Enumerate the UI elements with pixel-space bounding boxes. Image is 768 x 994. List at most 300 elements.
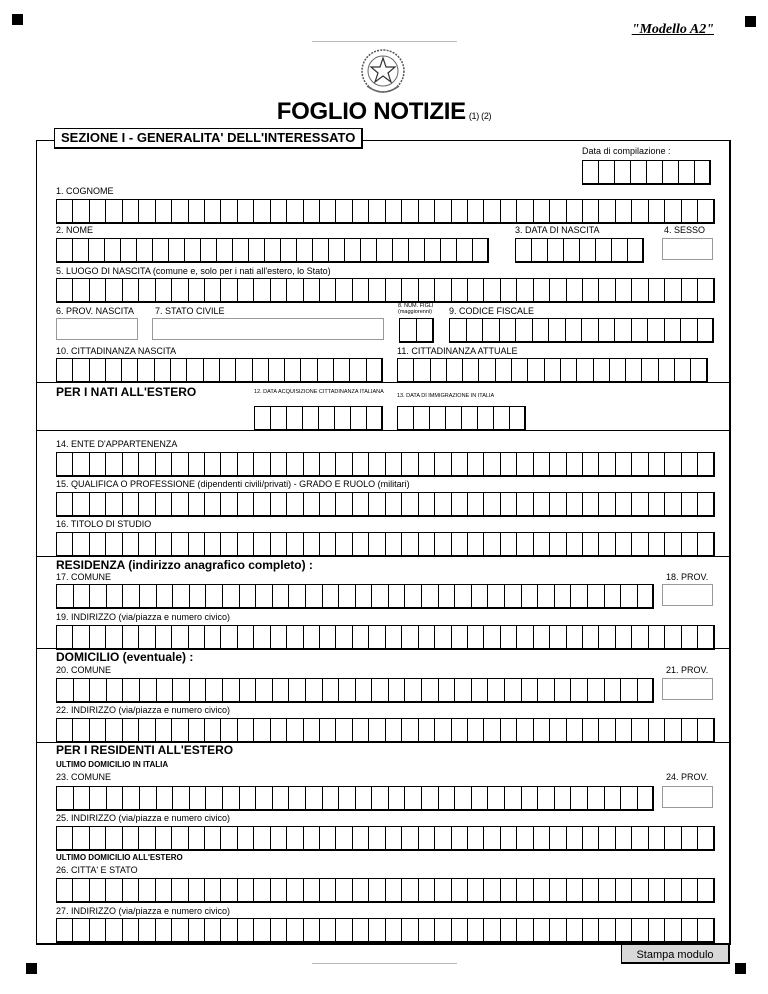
char-cell[interactable] [615,161,631,183]
char-cell[interactable] [320,533,336,555]
char-cell[interactable] [452,453,468,475]
char-cell[interactable] [73,879,89,901]
char-cell[interactable] [435,827,451,849]
char-cell[interactable] [123,679,140,701]
char-cell[interactable] [73,533,89,555]
char-cell[interactable] [238,719,254,741]
char-cell[interactable] [393,239,409,261]
char-cell[interactable] [386,453,402,475]
char-cell[interactable] [254,279,270,301]
char-cell[interactable] [488,679,505,701]
char-cell[interactable] [367,359,383,381]
char-cell[interactable] [172,827,188,849]
char-cell[interactable] [123,919,139,941]
char-cell[interactable] [306,787,323,809]
char-cell[interactable] [304,200,320,222]
char-cell[interactable] [253,359,269,381]
char-cell[interactable] [205,200,221,222]
char-cell[interactable] [320,827,336,849]
char-cell[interactable] [402,626,418,648]
char-cell[interactable] [345,239,361,261]
char-cell[interactable] [649,626,665,648]
char-cell[interactable] [254,919,270,941]
char-cell[interactable] [468,879,484,901]
char-cell[interactable] [534,200,550,222]
char-cell[interactable] [271,453,287,475]
char-cell[interactable] [238,879,254,901]
char-cell[interactable] [567,919,583,941]
char-cell[interactable] [534,493,550,515]
char-cell[interactable] [682,453,698,475]
char-cell[interactable] [517,919,533,941]
char-cell[interactable] [484,200,500,222]
char-cell[interactable] [139,533,155,555]
char-cell[interactable] [605,787,622,809]
char-cell[interactable] [583,919,599,941]
char-cell[interactable] [189,533,205,555]
char-cell[interactable] [205,919,221,941]
char-cell[interactable] [398,359,414,381]
char-cell[interactable] [649,493,665,515]
char-cell[interactable] [522,585,539,607]
char-cell[interactable] [605,679,622,701]
char-cell[interactable] [73,493,89,515]
char-cell[interactable] [435,879,451,901]
char-cell[interactable] [698,719,714,741]
char-cell[interactable] [500,319,517,341]
char-cell[interactable] [550,453,566,475]
char-cell[interactable] [156,279,172,301]
char-cell[interactable] [599,827,615,849]
char-cell[interactable] [74,585,91,607]
char-cell[interactable] [501,533,517,555]
char-cell[interactable] [123,585,140,607]
char-cell[interactable] [632,827,648,849]
char-cell[interactable] [336,879,352,901]
char-cell[interactable] [107,679,124,701]
char-cell[interactable] [550,200,566,222]
char-cell[interactable] [287,626,303,648]
char-cell[interactable] [538,585,555,607]
char-cell[interactable] [605,585,622,607]
char-cell[interactable] [201,239,217,261]
char-cell[interactable] [189,453,205,475]
char-cell[interactable] [501,493,517,515]
char-cell[interactable] [249,239,265,261]
char-cell[interactable] [323,679,340,701]
char-cell[interactable] [409,239,425,261]
char-cell[interactable] [548,239,564,261]
char-cell[interactable] [386,533,402,555]
char-cell[interactable] [221,200,237,222]
char-cell[interactable] [431,359,447,381]
char-cell[interactable] [320,493,336,515]
data-compilazione-field[interactable] [582,160,711,185]
char-cell[interactable] [642,359,658,381]
char-cell[interactable] [505,585,522,607]
char-cell[interactable] [419,719,435,741]
char-cell[interactable] [306,585,323,607]
char-cell[interactable] [583,200,599,222]
char-cell[interactable] [123,626,139,648]
char-cell[interactable] [549,319,566,341]
char-cell[interactable] [205,533,221,555]
char-cell[interactable] [377,239,393,261]
ui-prov-field[interactable] [662,786,713,808]
char-cell[interactable] [254,493,270,515]
char-cell[interactable] [419,533,435,555]
char-cell[interactable] [240,585,257,607]
char-cell[interactable] [189,626,205,648]
char-cell[interactable] [74,787,91,809]
char-cell[interactable] [638,787,655,809]
char-cell[interactable] [220,359,236,381]
char-cell[interactable] [57,200,73,222]
char-cell[interactable] [452,827,468,849]
char-cell[interactable] [632,919,648,941]
char-cell[interactable] [304,533,320,555]
char-cell[interactable] [532,239,548,261]
char-cell[interactable] [405,787,422,809]
char-cell[interactable] [631,161,647,183]
char-cell[interactable] [90,919,106,941]
char-cell[interactable] [698,533,714,555]
char-cell[interactable] [501,919,517,941]
char-cell[interactable] [172,533,188,555]
char-cell[interactable] [369,626,385,648]
char-cell[interactable] [501,879,517,901]
char-cell[interactable] [335,407,351,429]
char-cell[interactable] [649,827,665,849]
char-cell[interactable] [304,493,320,515]
char-cell[interactable] [369,200,385,222]
char-cell[interactable] [90,719,106,741]
char-cell[interactable] [353,200,369,222]
char-cell[interactable] [665,879,681,901]
char-cell[interactable] [419,626,435,648]
char-cell[interactable] [156,200,172,222]
char-cell[interactable] [405,679,422,701]
char-cell[interactable] [435,279,451,301]
ui-comune-field[interactable] [56,786,654,811]
char-cell[interactable] [123,279,139,301]
char-cell[interactable] [517,200,533,222]
char-cell[interactable] [304,879,320,901]
char-cell[interactable] [236,359,252,381]
char-cell[interactable] [320,626,336,648]
char-cell[interactable] [254,626,270,648]
prov-nascita-field[interactable] [56,318,138,340]
ente-field[interactable] [56,452,715,477]
char-cell[interactable] [452,879,468,901]
char-cell[interactable] [452,626,468,648]
char-cell[interactable] [468,493,484,515]
char-cell[interactable] [516,319,533,341]
char-cell[interactable] [157,787,174,809]
char-cell[interactable] [450,319,467,341]
char-cell[interactable] [534,279,550,301]
char-cell[interactable] [320,279,336,301]
char-cell[interactable] [256,585,273,607]
char-cell[interactable] [538,787,555,809]
char-cell[interactable] [90,279,106,301]
char-cell[interactable] [271,279,287,301]
char-cell[interactable] [336,533,352,555]
char-cell[interactable] [463,359,479,381]
char-cell[interactable] [698,879,714,901]
char-cell[interactable] [289,679,306,701]
char-cell[interactable] [473,239,489,261]
char-cell[interactable] [189,879,205,901]
char-cell[interactable] [90,493,106,515]
char-cell[interactable] [616,453,632,475]
char-cell[interactable] [271,493,287,515]
char-cell[interactable] [205,879,221,901]
char-cell[interactable] [425,239,441,261]
char-cell[interactable] [567,493,583,515]
char-cell[interactable] [435,626,451,648]
char-cell[interactable] [139,200,155,222]
num-figli-field[interactable] [399,318,434,343]
char-cell[interactable] [564,239,580,261]
char-cell[interactable] [405,585,422,607]
char-cell[interactable] [517,279,533,301]
char-cell[interactable] [287,533,303,555]
char-cell[interactable] [386,919,402,941]
char-cell[interactable] [682,719,698,741]
char-cell[interactable] [205,453,221,475]
char-cell[interactable] [106,359,122,381]
char-cell[interactable] [254,827,270,849]
luogo-nascita-field[interactable] [56,278,715,303]
char-cell[interactable] [599,319,616,341]
char-cell[interactable] [665,919,681,941]
char-cell[interactable] [478,407,494,429]
char-cell[interactable] [583,453,599,475]
titolo-studio-field[interactable] [56,532,715,557]
char-cell[interactable] [679,161,695,183]
char-cell[interactable] [419,919,435,941]
char-cell[interactable] [254,200,270,222]
char-cell[interactable] [402,453,418,475]
char-cell[interactable] [682,279,698,301]
char-cell[interactable] [221,533,237,555]
char-cell[interactable] [336,200,352,222]
char-cell[interactable] [698,279,714,301]
char-cell[interactable] [616,533,632,555]
char-cell[interactable] [452,279,468,301]
char-cell[interactable] [567,827,583,849]
char-cell[interactable] [336,827,352,849]
char-cell[interactable] [484,827,500,849]
char-cell[interactable] [313,239,329,261]
char-cell[interactable] [172,919,188,941]
char-cell[interactable] [137,239,153,261]
char-cell[interactable] [372,585,389,607]
char-cell[interactable] [57,879,73,901]
char-cell[interactable] [484,533,500,555]
char-cell[interactable] [501,827,517,849]
char-cell[interactable] [621,787,638,809]
char-cell[interactable] [435,200,451,222]
char-cell[interactable] [319,407,335,429]
char-cell[interactable] [599,626,615,648]
char-cell[interactable] [287,719,303,741]
char-cell[interactable] [73,239,89,261]
char-cell[interactable] [353,827,369,849]
char-cell[interactable] [369,279,385,301]
char-cell[interactable] [57,239,73,261]
char-cell[interactable] [472,585,489,607]
char-cell[interactable] [472,787,489,809]
char-cell[interactable] [356,679,373,701]
char-cell[interactable] [156,827,172,849]
res-prov-field[interactable] [662,584,713,606]
char-cell[interactable] [334,359,350,381]
char-cell[interactable] [90,879,106,901]
char-cell[interactable] [484,493,500,515]
char-cell[interactable] [254,879,270,901]
char-cell[interactable] [422,585,439,607]
char-cell[interactable] [157,585,174,607]
char-cell[interactable] [139,719,155,741]
char-cell[interactable] [304,279,320,301]
char-cell[interactable] [501,200,517,222]
sesso-field[interactable] [662,238,713,260]
char-cell[interactable] [303,407,319,429]
char-cell[interactable] [447,359,463,381]
char-cell[interactable] [106,279,122,301]
char-cell[interactable] [455,787,472,809]
char-cell[interactable] [419,879,435,901]
char-cell[interactable] [189,200,205,222]
char-cell[interactable] [534,453,550,475]
char-cell[interactable] [304,453,320,475]
char-cell[interactable] [517,533,533,555]
char-cell[interactable] [205,279,221,301]
char-cell[interactable] [238,493,254,515]
char-cell[interactable] [369,827,385,849]
char-cell[interactable] [323,787,340,809]
char-cell[interactable] [287,879,303,901]
char-cell[interactable] [238,626,254,648]
char-cell[interactable] [90,200,106,222]
char-cell[interactable] [517,453,533,475]
char-cell[interactable] [304,719,320,741]
char-cell[interactable] [353,453,369,475]
char-cell[interactable] [353,719,369,741]
char-cell[interactable] [468,626,484,648]
print-form-button[interactable]: Stampa modulo [621,944,730,964]
char-cell[interactable] [665,493,681,515]
char-cell[interactable] [89,239,105,261]
char-cell[interactable] [583,827,599,849]
char-cell[interactable] [57,359,73,381]
char-cell[interactable] [386,493,402,515]
char-cell[interactable] [57,679,74,701]
char-cell[interactable] [57,585,74,607]
char-cell[interactable] [430,407,446,429]
char-cell[interactable] [57,827,73,849]
char-cell[interactable] [577,359,593,381]
char-cell[interactable] [522,679,539,701]
char-cell[interactable] [583,533,599,555]
dom-indirizzo-field[interactable] [56,718,715,743]
char-cell[interactable] [649,453,665,475]
char-cell[interactable] [484,879,500,901]
char-cell[interactable] [106,919,122,941]
char-cell[interactable] [419,279,435,301]
char-cell[interactable] [287,919,303,941]
char-cell[interactable] [583,626,599,648]
char-cell[interactable] [320,879,336,901]
char-cell[interactable] [281,239,297,261]
char-cell[interactable] [468,919,484,941]
char-cell[interactable] [156,453,172,475]
char-cell[interactable] [223,787,240,809]
char-cell[interactable] [698,493,714,515]
char-cell[interactable] [106,626,122,648]
char-cell[interactable] [123,879,139,901]
char-cell[interactable] [306,679,323,701]
char-cell[interactable] [599,279,615,301]
char-cell[interactable] [402,827,418,849]
char-cell[interactable] [484,279,500,301]
char-cell[interactable] [467,319,484,341]
char-cell[interactable] [632,533,648,555]
char-cell[interactable] [417,319,434,341]
char-cell[interactable] [649,919,665,941]
char-cell[interactable] [57,493,73,515]
char-cell[interactable] [550,626,566,648]
char-cell[interactable] [57,453,73,475]
char-cell[interactable] [648,319,665,341]
data-immigrazione-field[interactable] [397,406,526,431]
char-cell[interactable] [398,407,414,429]
char-cell[interactable] [698,626,714,648]
char-cell[interactable] [123,787,140,809]
char-cell[interactable] [139,919,155,941]
char-cell[interactable] [599,161,615,183]
char-cell[interactable] [353,626,369,648]
char-cell[interactable] [271,827,287,849]
char-cell[interactable] [599,200,615,222]
char-cell[interactable] [588,787,605,809]
char-cell[interactable] [189,493,205,515]
char-cell[interactable] [682,200,698,222]
char-cell[interactable] [57,719,73,741]
char-cell[interactable] [156,719,172,741]
char-cell[interactable] [594,359,610,381]
char-cell[interactable] [580,239,596,261]
char-cell[interactable] [649,200,665,222]
char-cell[interactable] [73,719,89,741]
char-cell[interactable] [318,359,334,381]
char-cell[interactable] [255,407,271,429]
cittadinanza-nascita-field[interactable] [56,358,383,383]
char-cell[interactable] [57,626,73,648]
char-cell[interactable] [221,827,237,849]
char-cell[interactable] [73,626,89,648]
char-cell[interactable] [616,493,632,515]
char-cell[interactable] [468,533,484,555]
char-cell[interactable] [435,493,451,515]
char-cell[interactable] [240,787,257,809]
char-cell[interactable] [304,919,320,941]
char-cell[interactable] [339,787,356,809]
char-cell[interactable] [285,359,301,381]
char-cell[interactable] [221,453,237,475]
